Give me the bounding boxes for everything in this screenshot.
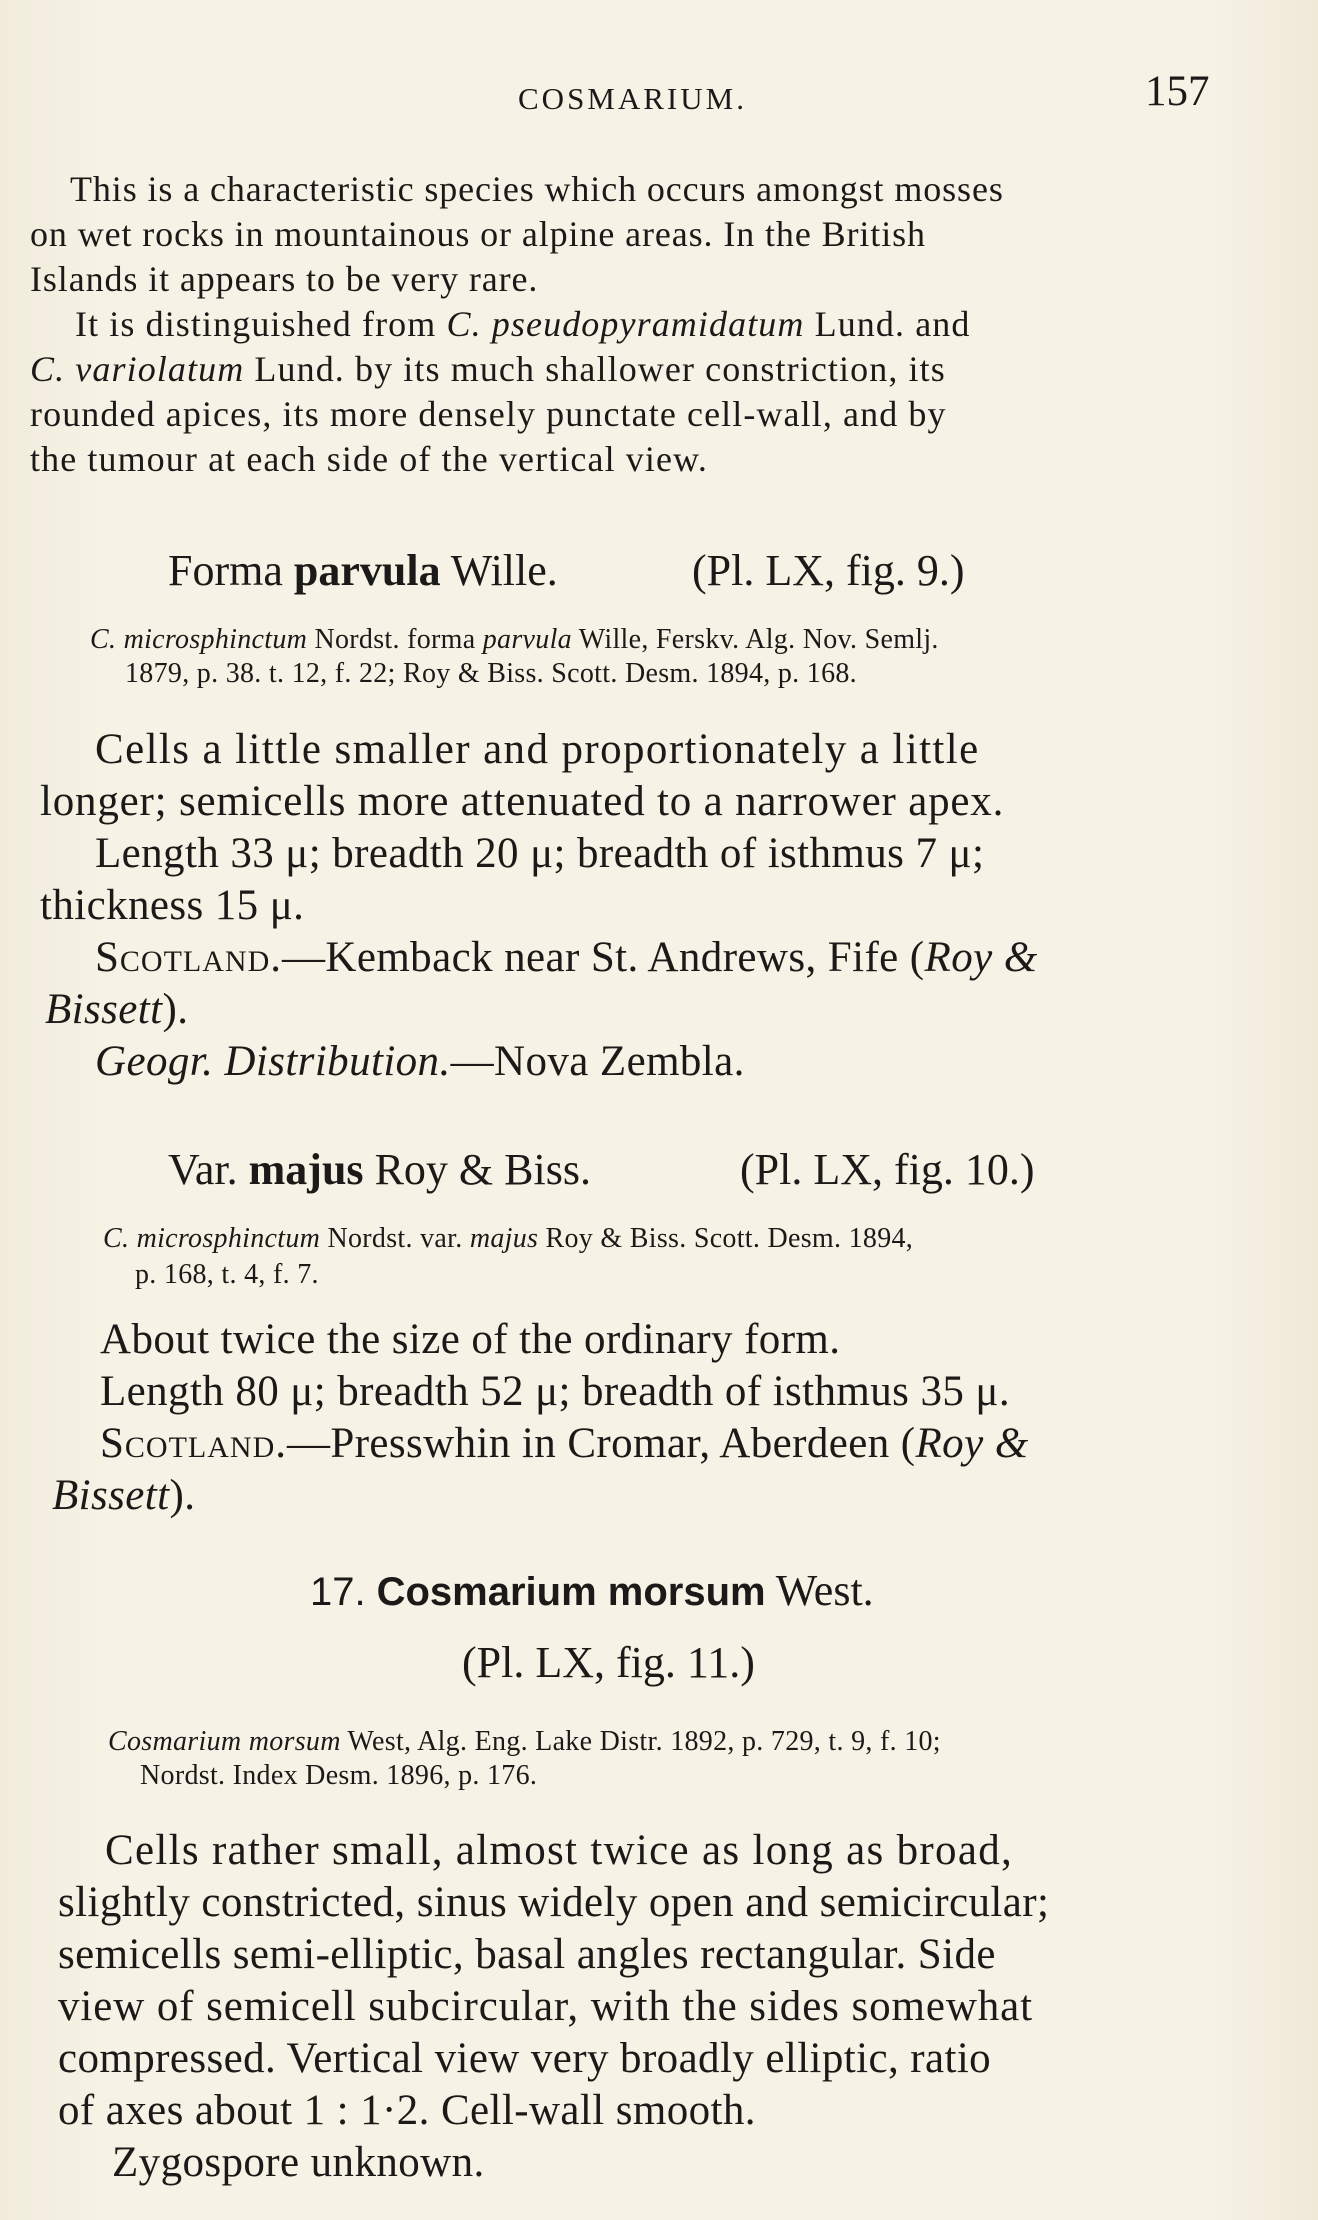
forma-parvula-plate-ref: (Pl. LX, fig. 9.) bbox=[692, 546, 965, 595]
morsum-desc-line-6: of axes about 1 : 1·2. Cell-wall smooth. bbox=[58, 2087, 756, 2134]
locality-close: ). bbox=[169, 1472, 196, 1519]
intro-line-1: This is a characteristic species which occurs amongst mosses bbox=[70, 169, 1004, 209]
locality-collector-end: Bissett bbox=[45, 986, 163, 1033]
intro-line-6: rounded apices, its more densely punctate cell-wall, and by bbox=[30, 394, 947, 434]
morsum-desc-line-7: Zygospore unknown. bbox=[112, 2139, 485, 2186]
forma-parvula-desc-line-1: Cells a little smaller and proportionately a little bbox=[95, 726, 980, 773]
morsum-desc-line-4: view of semicell subcircular, with the sides somewhat bbox=[58, 1983, 1034, 2030]
intro-line-4-text: It is distinguished from bbox=[75, 304, 447, 344]
cite-text: Nordst. forma bbox=[307, 624, 483, 655]
morsum-citation-line-2: Nordst. Index Desm. 1896, p. 176. bbox=[140, 1760, 538, 1791]
intro-line-2: on wet rocks in mountainous or alpine areas. In the British bbox=[30, 214, 926, 254]
forma-parvula-locality-line-1 bbox=[95, 936, 1038, 979]
var-majus-desc-line-1: About twice the size of the ordinary form. bbox=[100, 1316, 841, 1363]
locality-text: —Presswhin in Cromar, Aberdeen ( bbox=[287, 1420, 916, 1467]
distribution-label: Geogr. Distribution. bbox=[95, 1038, 451, 1085]
var-majus-citation-line-1 bbox=[103, 1225, 913, 1253]
forma-parvula-locality-line-2 bbox=[45, 988, 188, 1031]
locality-close: ). bbox=[162, 986, 189, 1033]
heading-author: West. bbox=[765, 1566, 874, 1615]
page-number: 157 bbox=[1145, 68, 1210, 115]
forma-parvula-citation-line-2: 1879, p. 38. t. 12, f. 22; Roy & Biss. Scott. Desm. 1894, p. 168. bbox=[125, 658, 857, 689]
var-majus-locality-line-2 bbox=[52, 1474, 195, 1517]
cite-species: Cosmarium morsum bbox=[108, 1726, 341, 1757]
var-majus-heading bbox=[168, 1145, 591, 1194]
cite-text-end: Roy & Biss. Scott. Desm. 1894, bbox=[538, 1223, 914, 1254]
heading-author: Roy & Biss. bbox=[363, 1145, 591, 1194]
heading-taxon: parvula bbox=[293, 546, 441, 595]
locality-text: —Kemback near St. Andrews, Fife ( bbox=[282, 934, 925, 981]
morsum-desc-line-1: Cells rather small, almost twice as long as broad, bbox=[105, 1827, 1014, 1874]
heading-author: Wille. bbox=[440, 546, 558, 595]
var-majus-citation-line-2: p. 168, t. 4, f. 7. bbox=[135, 1259, 319, 1290]
cite-species: C. microsphinctum bbox=[90, 624, 308, 655]
locality-country: Scotland. bbox=[95, 934, 282, 981]
species-name-variolatum: C. variolatum bbox=[30, 349, 245, 389]
locality-collector: Roy & bbox=[924, 934, 1038, 981]
locality-collector-end: Bissett bbox=[52, 1472, 170, 1519]
distribution-value: —Nova Zembla. bbox=[450, 1038, 745, 1085]
heading-prefix: Var. bbox=[168, 1145, 249, 1194]
forma-parvula-distribution bbox=[95, 1040, 745, 1083]
forma-parvula-citation-line-1 bbox=[90, 626, 939, 654]
locality-collector: Roy & bbox=[915, 1420, 1029, 1467]
cite-forma: parvula bbox=[482, 624, 572, 655]
morsum-desc-line-3: semicells semi-elliptic, basal angles rectangular. Side bbox=[58, 1931, 996, 1978]
cite-text-end: Wille, Ferskv. Alg. Nov. Semlj. bbox=[571, 624, 939, 655]
forma-parvula-heading bbox=[168, 546, 558, 595]
forma-parvula-measure-line-2: thickness 15 μ. bbox=[40, 882, 305, 929]
cite-text: Nordst. var. bbox=[320, 1223, 470, 1254]
species-name: Cosmarium morsum bbox=[376, 1570, 766, 1614]
locality-country: Scotland. bbox=[100, 1420, 287, 1467]
intro-line-3: Islands it appears to be very rare. bbox=[30, 259, 539, 299]
intro-line-7: the tumour at each side of the vertical view. bbox=[30, 439, 708, 479]
var-majus-measure-line-1: Length 80 μ; breadth 52 μ; breadth of isthmus 35 μ. bbox=[100, 1368, 1011, 1415]
cite-species: C. microsphinctum bbox=[103, 1223, 321, 1254]
species-number: 17. bbox=[310, 1570, 366, 1614]
running-head: COSMARIUM. bbox=[518, 81, 747, 116]
morsum-desc-line-5: compressed. Vertical view very broadly elliptic, ratio bbox=[58, 2035, 992, 2082]
var-majus-plate-ref: (Pl. LX, fig. 10.) bbox=[740, 1145, 1035, 1194]
heading-prefix: Forma bbox=[168, 546, 294, 595]
morsum-desc-line-2: slightly constricted, sinus widely open and semicircular; bbox=[58, 1879, 1050, 1926]
intro-line-5 bbox=[30, 351, 946, 387]
morsum-plate-ref: (Pl. LX, fig. 11.) bbox=[462, 1638, 755, 1687]
intro-line-4 bbox=[75, 306, 970, 342]
species-name-pseudopyramidatum: C. pseudopyramidatum bbox=[446, 304, 805, 344]
intro-line-5-text: Lund. by its much shallower constriction, its bbox=[244, 349, 946, 389]
cite-text: West, Alg. Eng. Lake Distr. 1892, p. 729, t. 9, f. 10; bbox=[340, 1726, 941, 1757]
cite-variety: majus bbox=[469, 1223, 539, 1254]
forma-parvula-desc-line-2: longer; semicells more attenuated to a narrower apex. bbox=[40, 778, 1005, 825]
forma-parvula-measure-line-1: Length 33 μ; breadth 20 μ; breadth of isthmus 7 μ; bbox=[95, 830, 985, 877]
morsum-citation-line-1 bbox=[108, 1728, 941, 1756]
morsum-heading bbox=[310, 1566, 874, 1615]
heading-taxon: majus bbox=[248, 1145, 364, 1194]
intro-line-4-text-end: Lund. and bbox=[804, 304, 971, 344]
var-majus-locality-line-1 bbox=[100, 1422, 1029, 1465]
